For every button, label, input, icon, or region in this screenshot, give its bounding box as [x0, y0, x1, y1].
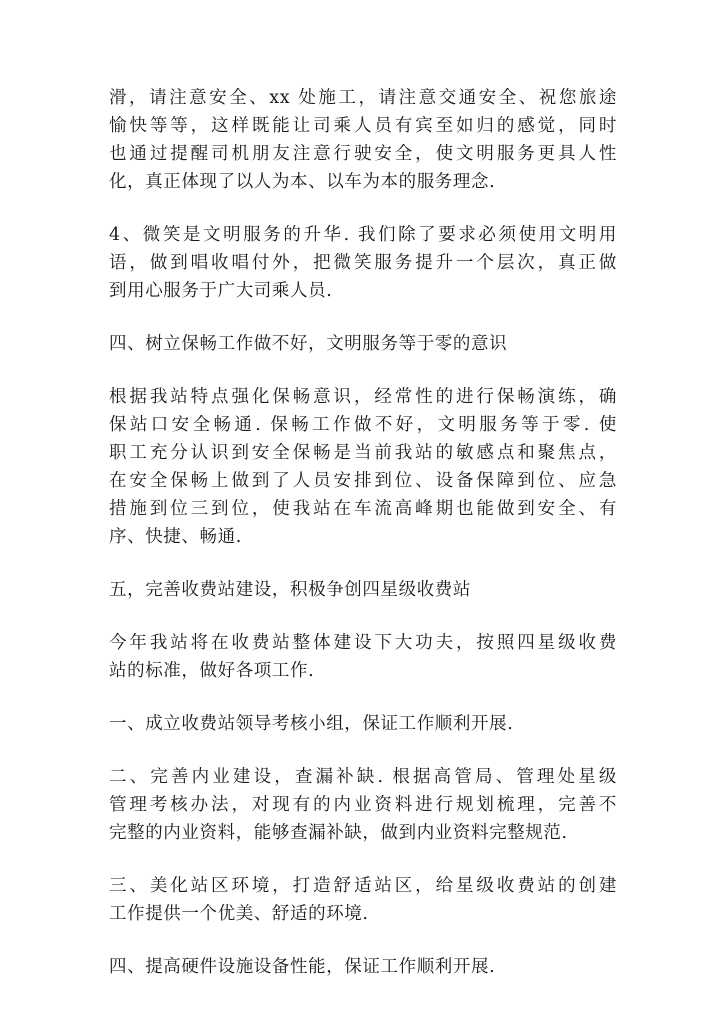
- text-line: 今年我站将在收费站整体建设下大功夫，按照四星级收费: [109, 633, 617, 653]
- text-line: 愉快等等，这样既能让司乘人员有宾至如归的感觉，同时: [109, 116, 617, 136]
- text-line: 四、提高硬件设施设备性能，保证工作顺利开展.: [109, 957, 496, 977]
- paragraph-four-star-plan: [109, 629, 617, 685]
- text-line: 管理考核办法，对现有的内业资料进行规划梳理，完善不: [109, 795, 617, 815]
- section-heading-traffic-safety: [109, 330, 617, 358]
- list-item-hardware-upgrade: [109, 953, 617, 981]
- text-line: 在安全保畅上做到了人员安排到位、设备保障到位、应急: [109, 471, 617, 491]
- text-line: 滑，请注意安全、xx 处施工，请注意交通安全、祝您旅途: [109, 88, 617, 108]
- text-line: 4、微笑是文明服务的升华. 我们除了要求必须使用文明用: [109, 225, 617, 245]
- text-line: 三、美化站区环境，打造舒适站区，给星级收费站的创建: [109, 876, 617, 896]
- text-line: 站的标准，做好各项工作.: [109, 661, 315, 681]
- paragraph-service-notices: [109, 84, 617, 196]
- text-line: 工作提供一个优美、舒适的环境.: [109, 904, 369, 924]
- paragraph-traffic-safety: [109, 383, 617, 551]
- text-line: 语，做到唱收唱付外，把微笑服务提升一个层次，真正做: [109, 253, 617, 273]
- text-line: 根据我站特点强化保畅意识，经常性的进行保畅演练，确: [109, 387, 617, 407]
- text-line: 序、快捷、畅通.: [109, 527, 242, 547]
- text-line: 完整的内业资料，能够查漏补缺，做到内业资料完整规范.: [109, 823, 568, 843]
- text-line: 到用心服务于广大司乘人员.: [109, 281, 333, 301]
- text-line: 二、完善内业建设，查漏补缺. 根据高管局、管理处星级: [109, 767, 617, 787]
- list-item-internal-records: [109, 763, 617, 847]
- text-line: 五，完善收费站建设，积极争创四星级收费站: [109, 580, 471, 600]
- section-heading-station-construction: [109, 576, 617, 604]
- text-line: 也通过提醒司机朋友注意行驶安全，使文明服务更具人性: [109, 144, 617, 164]
- text-line: 一、成立收费站领导考核小组，保证工作顺利开展.: [109, 714, 514, 734]
- text-line: 职工充分认识到安全保畅是当前我站的敏感点和聚焦点，: [109, 443, 617, 463]
- list-item-station-environment: [109, 872, 617, 928]
- paragraph-smile-service: [109, 221, 617, 305]
- text-line: 四、树立保畅工作做不好，文明服务等于零的意识: [109, 334, 508, 354]
- text-line: 措施到位三到位，使我站在车流高峰期也能做到安全、有: [109, 499, 617, 519]
- list-item-leadership-group: [109, 710, 617, 738]
- text-line: 保站口安全畅通. 保畅工作做不好，文明服务等于零. 使: [109, 415, 617, 435]
- text-line: 化，真正体现了以人为本、以车为本的服务理念.: [109, 172, 496, 192]
- document-body: [109, 84, 617, 1006]
